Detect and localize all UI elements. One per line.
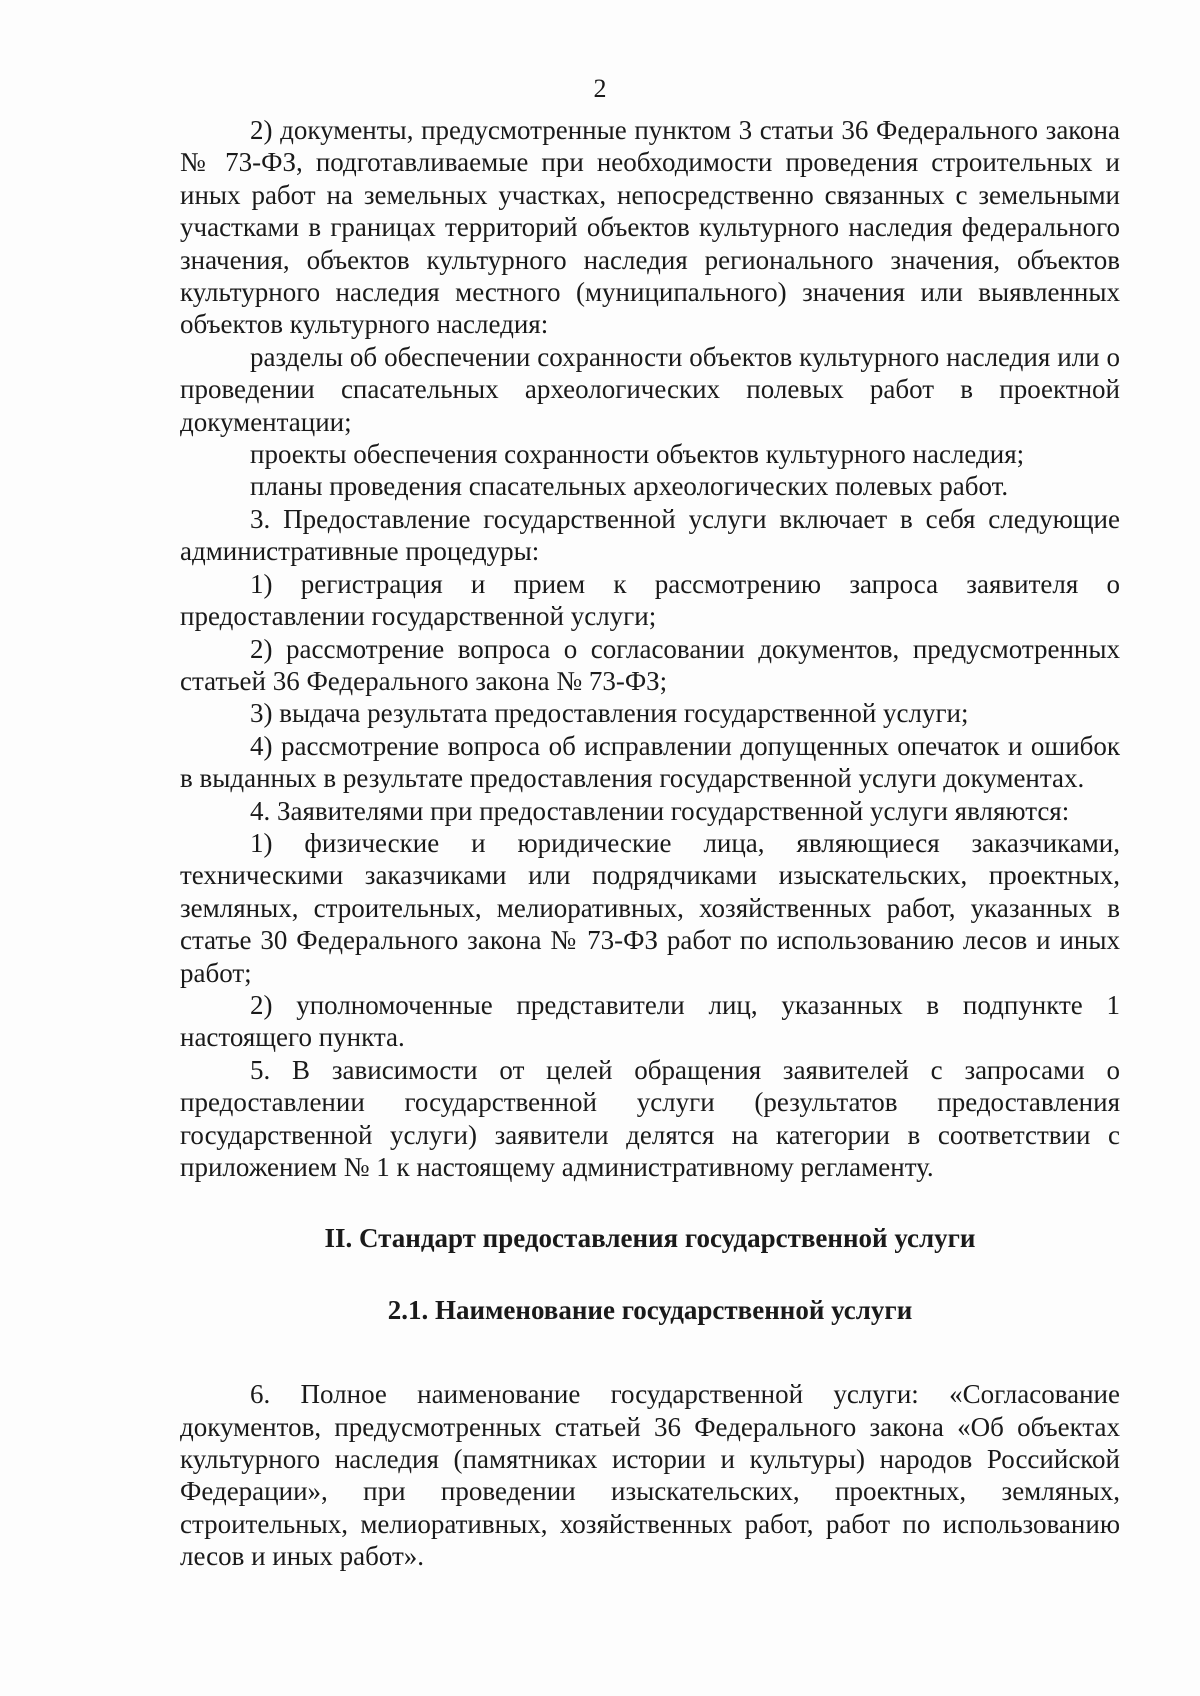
paragraph-sections: разделы об обеспечении сохранности объектов культурного наследия или о проведении спасательных археологических полевых работ в проектной документации;: [180, 341, 1120, 437]
paragraph-procedure-1: 1) регистрация и прием к рассмотрению запроса заявителя о предоставлении государственной услуги;: [180, 568, 1120, 632]
paragraph-clause-6: 6. Полное наименование государственной услуги: «Согласование документов, предусмотренных статьей 36 Федерального закона «Об объектах культурного наследия (памятниках истории и культуры) народов Российской Федерации», при проведении изыскательских, проектных, земляных, строительных, мелиоративных, хозяйственных работ, работ по использованию лесов и иных работ».: [180, 1379, 1120, 1572]
paragraph-clause-5: 5. В зависимости от целей обращения заявителей с запросами о предоставлении государственной услуги (результатов предоставления государственной услуги) заявители делятся на категории в соответствии с приложением № 1 к настоящему административному регламенту.: [180, 1054, 1120, 1182]
page-number: 2: [593, 74, 607, 103]
paragraph-clause-3: 3. Предоставление государственной услуги включает в себя следующие административные процедуры:: [180, 503, 1120, 567]
paragraph-plans: планы проведения спасательных археологических полевых работ.: [250, 471, 1009, 502]
section-heading: II. Стандарт предоставления государственной услуги: [324, 1223, 976, 1254]
paragraph-item-2-documents: 2) документы, предусмотренные пунктом 3 статьи 36 Федерального закона № 73-ФЗ, подготавливаемые при необходимости проведения строительных и иных работ на земельных участках, непосредственно связанных с земельными участками в границах территорий объектов культурного наследия федерального значения, объектов культурного наследия регионального значения, объектов культурного наследия местного (муниципального) значения или выявленных объектов культурного наследия:: [180, 115, 1120, 340]
paragraph-procedure-4: 4) рассмотрение вопроса об исправлении допущенных опечаток и ошибок в выданных в результате предоставления государственной услуги документах.: [180, 730, 1120, 794]
document-body: [180, 114, 1120, 1573]
paragraph-procedure-2: 2) рассмотрение вопроса о согласовании документов, предусмотренных статьей 36 Федерального закона № 73-ФЗ;: [180, 633, 1120, 696]
paragraph-clause-4: 4. Заявителями при предоставлении государственной услуги являются:: [250, 795, 1070, 826]
paragraph-procedure-3: 3) выдача результата предоставления государственной услуги;: [250, 698, 969, 729]
paragraph-applicants-1: 1) физические и юридические лица, являющиеся заказчиками, техническими заказчиками или подрядчиками изыскательских, проектных, земляных, строительных, мелиоративных, хозяйственных работ, указанных в статье 30 Федерального закона № 73-ФЗ работ по использованию лесов и иных работ;: [180, 827, 1120, 988]
paragraph-applicants-2: 2) уполномоченные представители лиц, указанных в подпункте 1 настоящего пункта.: [180, 989, 1120, 1053]
subsection-heading: 2.1. Наименование государственной услуги: [387, 1294, 913, 1325]
paragraph-projects: проекты обеспечения сохранности объектов культурного наследия;: [250, 439, 1025, 470]
